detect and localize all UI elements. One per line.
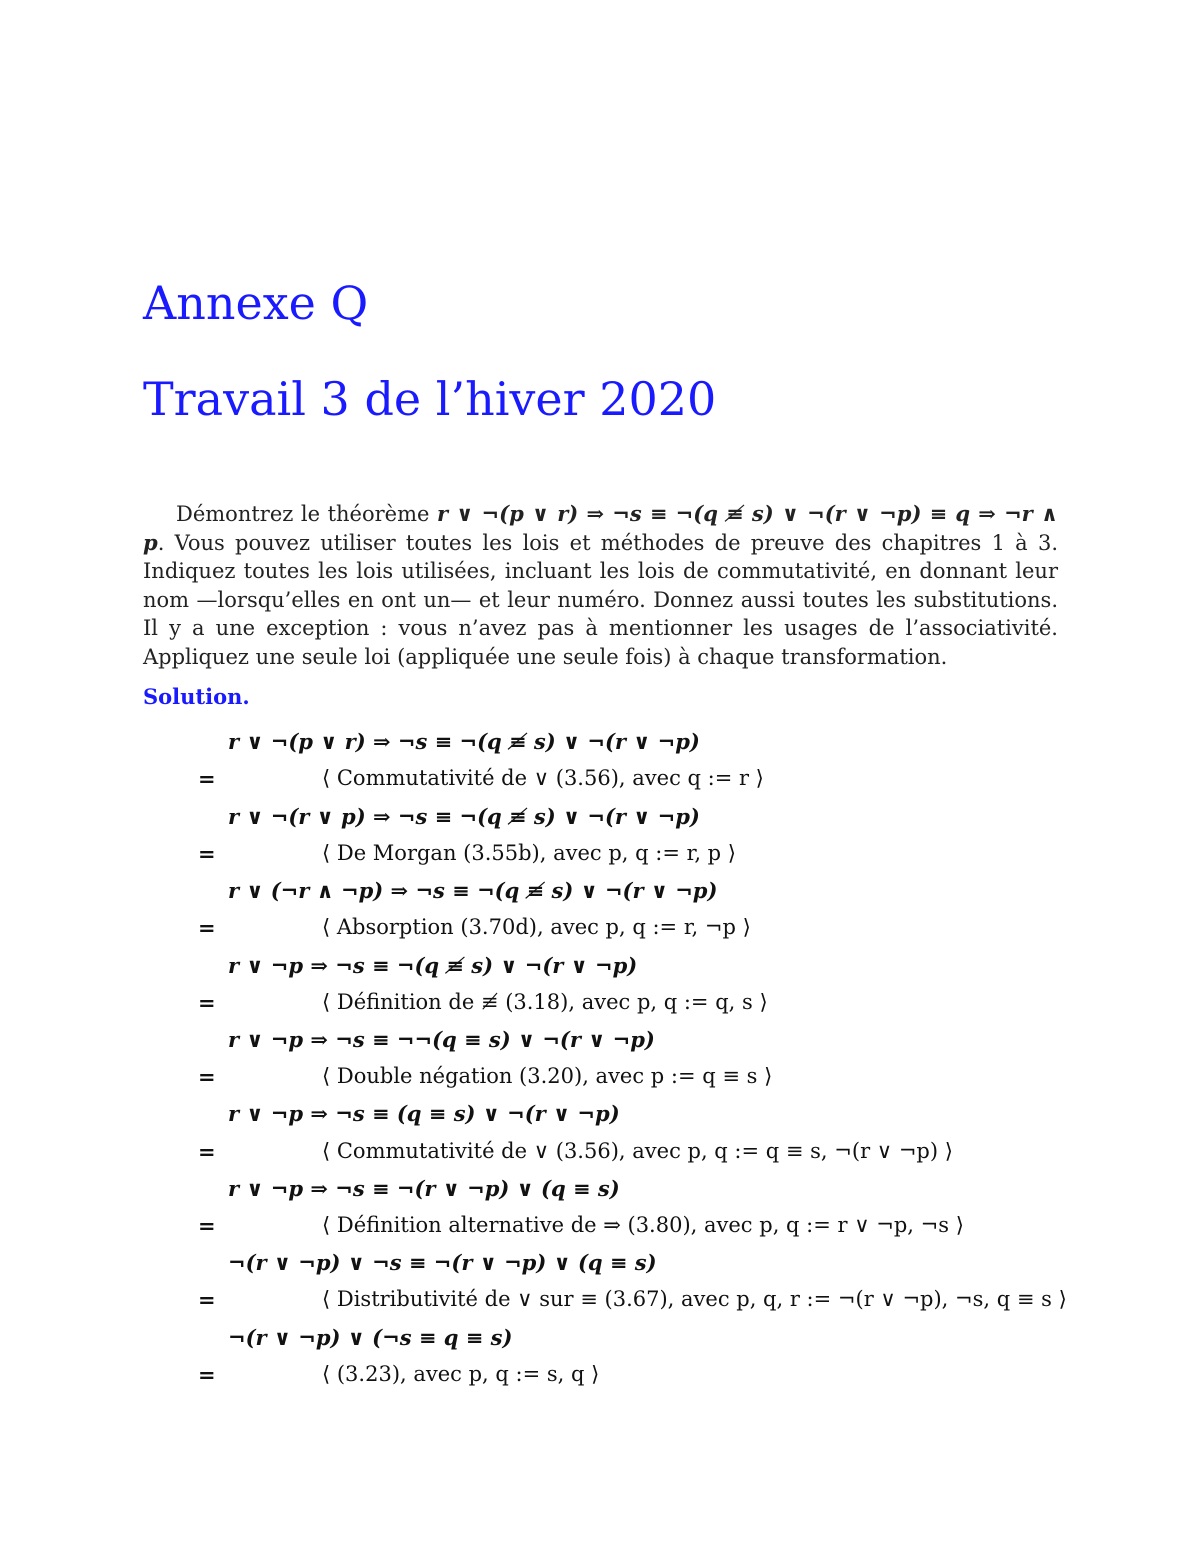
proof-equals-sign: = bbox=[198, 766, 216, 791]
proof-expression: r ∨ (¬r ∧ ¬p) ⇒ ¬s ≡ ¬(q ≢ s) ∨ ¬(r ∨ ¬p) bbox=[228, 878, 718, 903]
proof-hint: ⟨ Commutativité de ∨ (3.56), avec q := r ⟩ bbox=[322, 766, 764, 790]
proof-equals-sign: = bbox=[198, 1139, 216, 1164]
statement-lead: Démontrez le théorème bbox=[176, 502, 430, 526]
proof-expression: r ∨ ¬p ⇒ ¬s ≡ (q ≡ s) ∨ ¬(r ∨ ¬p) bbox=[228, 1101, 620, 1126]
proof-hint: ⟨ Définition de ≢ (3.18), avec p, q := q, s ⟩ bbox=[322, 990, 768, 1014]
solution-label: Solution. bbox=[143, 684, 250, 709]
proof-equals-sign: = bbox=[198, 990, 216, 1015]
proof-equals-sign: = bbox=[198, 1362, 216, 1387]
problem-statement bbox=[143, 500, 1058, 672]
proof-equals-sign: = bbox=[198, 841, 216, 866]
proof-hint: ⟨ Absorption (3.70d), avec p, q := r, ¬p ⟩ bbox=[322, 915, 751, 939]
proof-hint: ⟨ Commutativité de ∨ (3.56), avec p, q := q ≡ s, ¬(r ∨ ¬p) ⟩ bbox=[322, 1139, 953, 1163]
chapter-title: Annexe Q bbox=[143, 276, 369, 330]
proof-expression: ¬(r ∨ ¬p) ∨ (¬s ≡ q ≡ s) bbox=[228, 1325, 513, 1350]
proof-hint: ⟨ Distributivité de ∨ sur ≡ (3.67), avec p, q, r := ¬(r ∨ ¬p), ¬s, q ≡ s ⟩ bbox=[322, 1287, 1067, 1311]
proof-hint: ⟨ (3.23), avec p, q := s, q ⟩ bbox=[322, 1362, 600, 1386]
proof-expression: r ∨ ¬p ⇒ ¬s ≡ ¬¬(q ≡ s) ∨ ¬(r ∨ ¬p) bbox=[228, 1027, 655, 1052]
proof-equals-sign: = bbox=[198, 1287, 216, 1312]
proof-expression: r ∨ ¬(p ∨ r) ⇒ ¬s ≡ ¬(q ≢ s) ∨ ¬(r ∨ ¬p) bbox=[228, 729, 700, 754]
statement-rest: . Vous pouvez utiliser toutes les lois et méthodes de preuve des chapitres 1 à 3. Indiquez toutes les lois utilisées, incluant les lois de commutativité, en donnant leur nom —lorsqu’elles en ont un— et leur numéro. Donnez aussi toutes les substitutions. Il y a une exception : vous n’avez pas à mentionner les usages de l’associativité. Appliquez une seule loi (appliquée une seule fois) à chaque transformation. bbox=[143, 530, 1058, 669]
proof-hint: ⟨ De Morgan (3.55b), avec p, q := r, p ⟩ bbox=[322, 841, 736, 865]
theorem-formula: r ∨ ¬(p ∨ r) ⇒ ¬s ≡ ¬(q ≢ s) ∨ ¬(r ∨ ¬p) ≡ q ⇒ ¬r ∧ p bbox=[143, 501, 1058, 555]
proof-expression: r ∨ ¬(r ∨ p) ⇒ ¬s ≡ ¬(q ≢ s) ∨ ¬(r ∨ ¬p) bbox=[228, 804, 700, 829]
proof-equals-sign: = bbox=[198, 915, 216, 940]
proof-equals-sign: = bbox=[198, 1064, 216, 1089]
proof-hint: ⟨ Double négation (3.20), avec p := q ≡ s ⟩ bbox=[322, 1064, 773, 1088]
proof-expression: r ∨ ¬p ⇒ ¬s ≡ ¬(q ≢ s) ∨ ¬(r ∨ ¬p) bbox=[228, 953, 638, 978]
proof-expression: r ∨ ¬p ⇒ ¬s ≡ ¬(r ∨ ¬p) ∨ (q ≡ s) bbox=[228, 1176, 620, 1201]
proof-expression: ¬(r ∨ ¬p) ∨ ¬s ≡ ¬(r ∨ ¬p) ∨ (q ≡ s) bbox=[228, 1250, 657, 1275]
proof-hint: ⟨ Définition alternative de ⇒ (3.80), avec p, q := r ∨ ¬p, ¬s ⟩ bbox=[322, 1213, 964, 1237]
section-title: Travail 3 de l’hiver 2020 bbox=[143, 372, 717, 426]
proof-equals-sign: = bbox=[198, 1213, 216, 1238]
